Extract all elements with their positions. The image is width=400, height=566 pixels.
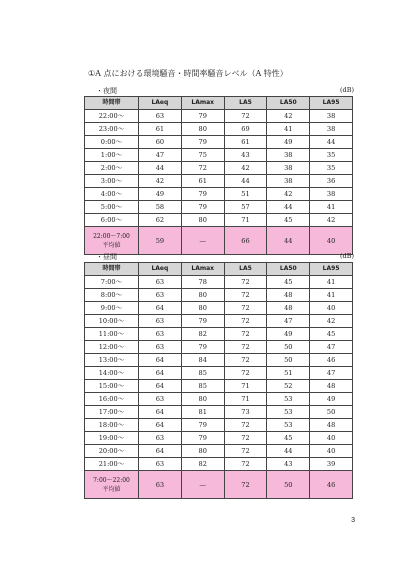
value-cell: 38	[310, 110, 353, 123]
value-cell: 45	[267, 276, 310, 289]
value-cell: 72	[224, 419, 267, 432]
value-cell: 49	[267, 136, 310, 149]
value-cell: 47	[139, 149, 182, 162]
value-cell: 49	[139, 188, 182, 201]
value-cell: 64	[139, 367, 182, 380]
value-cell: 38	[310, 188, 353, 201]
column-header: LA5	[224, 97, 267, 110]
average-row	[85, 227, 353, 255]
table-row	[85, 445, 353, 458]
value-cell: 38	[310, 123, 353, 136]
value-cell: 73	[224, 406, 267, 419]
table-row	[85, 289, 353, 302]
value-cell: 72	[224, 110, 267, 123]
column-header: LA50	[267, 97, 310, 110]
table-row	[85, 406, 353, 419]
value-cell: 51	[267, 367, 310, 380]
value-cell: 64	[139, 302, 182, 315]
average-value-cell: 59	[139, 227, 182, 255]
value-cell: 81	[181, 406, 224, 419]
table-row	[85, 201, 353, 214]
time-cell: 1:00～	[85, 149, 139, 162]
column-header: LAeq	[139, 263, 182, 276]
value-cell: 49	[310, 393, 353, 406]
table-row	[85, 276, 353, 289]
value-cell: 44	[224, 175, 267, 188]
value-cell: 60	[139, 136, 182, 149]
value-cell: 72	[224, 354, 267, 367]
value-cell: 41	[267, 123, 310, 136]
value-cell: 79	[181, 315, 224, 328]
table-row	[85, 367, 353, 380]
value-cell: 62	[139, 214, 182, 227]
column-header: 時間帯	[85, 263, 139, 276]
value-cell: 72	[224, 367, 267, 380]
value-cell: 48	[267, 302, 310, 315]
value-cell: 58	[139, 201, 182, 214]
table-row	[85, 432, 353, 445]
time-cell: 16:00～	[85, 393, 139, 406]
value-cell: 53	[267, 393, 310, 406]
value-cell: 78	[181, 276, 224, 289]
value-cell: 41	[310, 289, 353, 302]
time-cell: 7:00～	[85, 276, 139, 289]
table-row	[85, 458, 353, 471]
value-cell: 85	[181, 380, 224, 393]
time-cell: 19:00～	[85, 432, 139, 445]
value-cell: 72	[224, 445, 267, 458]
value-cell: 42	[267, 110, 310, 123]
table-header-row	[85, 97, 353, 110]
value-cell: 75	[181, 149, 224, 162]
value-cell: 38	[267, 175, 310, 188]
column-header: LA95	[310, 263, 353, 276]
value-cell: 49	[267, 328, 310, 341]
value-cell: 80	[181, 445, 224, 458]
average-value-cell: 66	[224, 227, 267, 255]
table-row	[85, 162, 353, 175]
time-cell: 3:00～	[85, 175, 139, 188]
value-cell: 72	[181, 162, 224, 175]
value-cell: 79	[181, 188, 224, 201]
value-cell: 44	[310, 136, 353, 149]
value-cell: 46	[310, 354, 353, 367]
night-unit-label: (dB)	[340, 86, 355, 94]
table-row	[85, 380, 353, 393]
value-cell: 71	[224, 214, 267, 227]
time-cell: 22:00～	[85, 110, 139, 123]
column-header: LAmax	[181, 97, 224, 110]
value-cell: 47	[310, 367, 353, 380]
time-cell: 18:00～	[85, 419, 139, 432]
average-value-cell: —	[181, 227, 224, 255]
value-cell: 79	[181, 110, 224, 123]
value-cell: 42	[310, 214, 353, 227]
value-cell: 42	[310, 315, 353, 328]
value-cell: 72	[224, 341, 267, 354]
value-cell: 43	[267, 458, 310, 471]
table-row	[85, 315, 353, 328]
value-cell: 63	[139, 432, 182, 445]
value-cell: 48	[310, 419, 353, 432]
day-unit-label: (dB)	[340, 252, 355, 260]
value-cell: 72	[224, 315, 267, 328]
time-cell: 12:00～	[85, 341, 139, 354]
value-cell: 79	[181, 201, 224, 214]
value-cell: 79	[181, 136, 224, 149]
table-row	[85, 393, 353, 406]
value-cell: 69	[224, 123, 267, 136]
value-cell: 44	[267, 201, 310, 214]
value-cell: 35	[310, 162, 353, 175]
time-cell: 2:00～	[85, 162, 139, 175]
value-cell: 39	[310, 458, 353, 471]
value-cell: 45	[310, 328, 353, 341]
value-cell: 35	[310, 149, 353, 162]
value-cell: 72	[224, 432, 267, 445]
page-title: ①A 点における環境騒音・時間率騒音レベル（A 特性）	[88, 69, 288, 78]
time-cell: 21:00～	[85, 458, 139, 471]
average-period: 7:00～22:00	[93, 476, 130, 484]
value-cell: 80	[181, 214, 224, 227]
average-value-cell: 50	[267, 471, 310, 499]
table-row	[85, 419, 353, 432]
value-cell: 42	[224, 162, 267, 175]
value-cell: 80	[181, 302, 224, 315]
value-cell: 50	[267, 354, 310, 367]
value-cell: 45	[267, 214, 310, 227]
value-cell: 48	[267, 289, 310, 302]
average-value-cell: —	[181, 471, 224, 499]
value-cell: 80	[181, 289, 224, 302]
average-value-cell: 44	[267, 227, 310, 255]
time-cell: 11:00～	[85, 328, 139, 341]
value-cell: 64	[139, 354, 182, 367]
time-cell: 6:00～	[85, 214, 139, 227]
value-cell: 61	[181, 175, 224, 188]
average-value-cell: 72	[224, 471, 267, 499]
average-value-cell: 46	[310, 471, 353, 499]
time-cell: 13:00～	[85, 354, 139, 367]
value-cell: 79	[181, 432, 224, 445]
value-cell: 64	[139, 445, 182, 458]
table-row	[85, 149, 353, 162]
average-caption: 平均値	[102, 485, 121, 493]
average-period: 22:00～7:00	[93, 232, 130, 240]
value-cell: 61	[224, 136, 267, 149]
value-cell: 53	[267, 419, 310, 432]
value-cell: 57	[224, 201, 267, 214]
average-value-cell: 63	[139, 471, 182, 499]
night-noise-table	[84, 96, 353, 255]
table-row	[85, 136, 353, 149]
time-cell: 0:00～	[85, 136, 139, 149]
average-row	[85, 471, 353, 499]
value-cell: 63	[139, 289, 182, 302]
value-cell: 61	[139, 123, 182, 136]
column-header: LA5	[224, 263, 267, 276]
value-cell: 72	[224, 328, 267, 341]
time-cell: 20:00～	[85, 445, 139, 458]
time-cell: 15:00～	[85, 380, 139, 393]
value-cell: 72	[224, 302, 267, 315]
value-cell: 63	[139, 328, 182, 341]
average-value-cell: 40	[310, 227, 353, 255]
value-cell: 40	[310, 445, 353, 458]
time-cell: 5:00～	[85, 201, 139, 214]
column-header: LAmax	[181, 263, 224, 276]
column-header: LA50	[267, 263, 310, 276]
column-header: 時間帯	[85, 97, 139, 110]
value-cell: 50	[267, 341, 310, 354]
value-cell: 79	[181, 419, 224, 432]
value-cell: 63	[139, 315, 182, 328]
time-cell: 17:00～	[85, 406, 139, 419]
value-cell: 38	[267, 162, 310, 175]
table-row	[85, 354, 353, 367]
value-cell: 47	[267, 315, 310, 328]
value-cell: 41	[310, 201, 353, 214]
value-cell: 51	[224, 188, 267, 201]
average-label	[85, 227, 139, 255]
value-cell: 42	[267, 188, 310, 201]
value-cell: 82	[181, 328, 224, 341]
value-cell: 71	[224, 380, 267, 393]
value-cell: 63	[139, 393, 182, 406]
value-cell: 50	[310, 406, 353, 419]
value-cell: 40	[310, 432, 353, 445]
value-cell: 41	[310, 276, 353, 289]
value-cell: 63	[139, 458, 182, 471]
value-cell: 71	[224, 393, 267, 406]
value-cell: 64	[139, 380, 182, 393]
value-cell: 52	[267, 380, 310, 393]
table-row	[85, 341, 353, 354]
table-row	[85, 214, 353, 227]
value-cell: 72	[224, 276, 267, 289]
table-row	[85, 123, 353, 136]
table-row	[85, 175, 353, 188]
value-cell: 80	[181, 123, 224, 136]
value-cell: 47	[310, 341, 353, 354]
day-noise-table	[84, 262, 353, 499]
value-cell: 64	[139, 406, 182, 419]
value-cell: 42	[139, 175, 182, 188]
column-header: LA95	[310, 97, 353, 110]
value-cell: 40	[310, 302, 353, 315]
value-cell: 48	[310, 380, 353, 393]
page-number: 3	[351, 517, 355, 524]
time-cell: 9:00～	[85, 302, 139, 315]
time-cell: 10:00～	[85, 315, 139, 328]
value-cell: 38	[267, 149, 310, 162]
value-cell: 82	[181, 458, 224, 471]
value-cell: 36	[310, 175, 353, 188]
table-row	[85, 188, 353, 201]
value-cell: 85	[181, 367, 224, 380]
value-cell: 53	[267, 406, 310, 419]
value-cell: 44	[139, 162, 182, 175]
column-header: LAeq	[139, 97, 182, 110]
table-row	[85, 302, 353, 315]
time-cell: 8:00～	[85, 289, 139, 302]
average-caption: 平均値	[102, 241, 121, 249]
value-cell: 80	[181, 393, 224, 406]
value-cell: 79	[181, 341, 224, 354]
value-cell: 44	[267, 445, 310, 458]
value-cell: 72	[224, 289, 267, 302]
table-header-row	[85, 263, 353, 276]
time-cell: 4:00～	[85, 188, 139, 201]
day-section-label: ・昼間	[96, 253, 117, 261]
value-cell: 43	[224, 149, 267, 162]
value-cell: 45	[267, 432, 310, 445]
average-label	[85, 471, 139, 499]
time-cell: 14:00～	[85, 367, 139, 380]
value-cell: 63	[139, 341, 182, 354]
value-cell: 63	[139, 110, 182, 123]
time-cell: 23:00～	[85, 123, 139, 136]
night-section-label: ・夜間	[96, 87, 117, 95]
value-cell: 84	[181, 354, 224, 367]
table-row	[85, 328, 353, 341]
table-row	[85, 110, 353, 123]
value-cell: 63	[139, 276, 182, 289]
value-cell: 64	[139, 419, 182, 432]
value-cell: 72	[224, 458, 267, 471]
